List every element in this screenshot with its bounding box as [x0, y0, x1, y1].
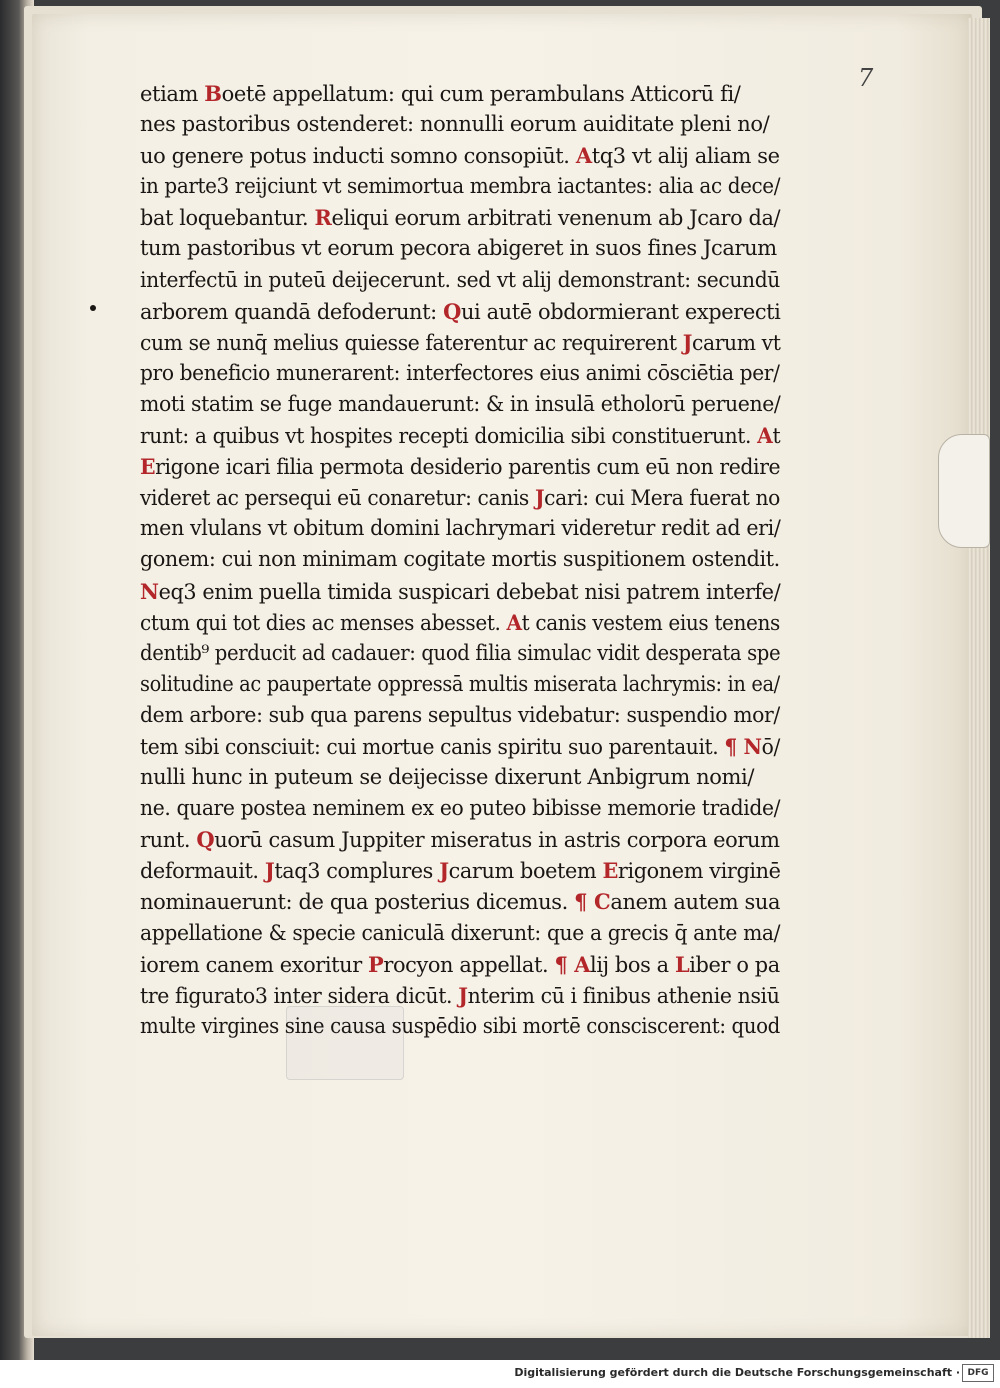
text-run: rigonem virginē: [617, 859, 781, 884]
text-run: tq3 vt alij aliam se: [591, 144, 780, 169]
text-run: men vlulans vt obitum domini lachrymari videretur redit ad eri/: [140, 516, 781, 541]
text-run: t: [772, 424, 781, 449]
rubric-initial: Q: [443, 298, 461, 324]
text-line: [140, 420, 781, 451]
rubric-initial: R: [314, 205, 332, 231]
text-run: nulli hunc in puteum se deijecisse dixerunt Anbigrum nomi/: [140, 765, 755, 790]
text-line: [140, 731, 780, 762]
text-run: uorū casum Juppiter miseratus in astris corpora eorum: [214, 828, 780, 853]
folio-number: 7: [858, 64, 874, 92]
text-run: nes pastoribus ostenderet: nonnulli eorum auiditate pleni no/: [140, 112, 770, 137]
text-line: [140, 202, 781, 233]
rubric-initial: L: [674, 951, 690, 977]
text-run: tum pastoribus vt eorum pecora abigeret in suos fines Jcarum: [140, 236, 777, 261]
rubric-initial: J: [264, 858, 275, 884]
text-run: eq3 enim puella timida suspicari debebat nisi patrem interfe/: [158, 579, 781, 604]
rubric-initial: J: [682, 329, 692, 355]
text-run: lij bos a: [590, 952, 675, 977]
text-line: [140, 78, 780, 109]
text-line: [140, 918, 781, 949]
text-run: nominauerunt: de qua posterius dicemus.: [140, 890, 575, 915]
text-run: carum boetem: [448, 859, 603, 884]
text-line: [140, 824, 779, 855]
text-line: [140, 669, 780, 700]
text-run: bat loquebantur.: [140, 206, 315, 231]
funding-credit: Digitalisierung gefördert durch die Deutsche Forschungsgemeinschaft ·: [514, 1366, 960, 1379]
text-run: ctum qui tot dies ac menses abesset.: [140, 610, 507, 635]
rubric-initial: E: [602, 858, 618, 884]
text-run: rigone icari filia permota desiderio parentis cum eū non redire: [155, 455, 781, 480]
rubric-initial: Q: [196, 827, 215, 853]
text-run: ui autē obdormierant experecti: [460, 299, 781, 324]
rubric-initial: E: [140, 454, 156, 480]
page-fore-edge: [968, 18, 990, 1338]
text-run: taq3 complures: [274, 859, 440, 884]
text-run: moti statim se fuge mandauerunt: & in insulā etholorū peruene/: [140, 391, 781, 416]
rubric-initial: A: [575, 143, 592, 169]
text-line: [140, 980, 780, 1011]
rubric-initial: A: [506, 609, 522, 635]
text-run: iorem canem exoritur: [140, 952, 369, 977]
text-line: [140, 544, 780, 575]
text-line: [140, 793, 781, 824]
text-run: arborem quandā defoderunt:: [140, 299, 444, 324]
rubric-initial: ¶ A: [554, 951, 591, 977]
text-line: [140, 358, 780, 389]
text-line: [140, 949, 780, 980]
text-run: etiam: [140, 82, 205, 106]
text-line: [140, 296, 781, 327]
text-line: [140, 1011, 780, 1042]
text-line: [140, 109, 780, 140]
text-run: nterim cū i finibus athenie nsiū: [467, 983, 780, 1008]
text-line: [140, 513, 781, 544]
text-run: pro beneficio munerarent: interfectores eius animi cōsciētia per/: [140, 360, 780, 385]
text-line: [140, 451, 781, 482]
page-clip-tab: [938, 434, 990, 548]
rubric-initial: J: [439, 858, 449, 884]
text-run: runt.: [140, 828, 197, 853]
rubric-initial: J: [534, 485, 545, 511]
text-run: in parte3 reijciunt vt semimortua membra iactantes: alia ac dece/: [140, 174, 781, 199]
text-run: iber o pa: [689, 952, 780, 977]
text-run: dentib⁹ perducit ad cadauer: quod filia simulac vidit desperata spe: [140, 640, 781, 665]
text-run: deformauit.: [140, 859, 265, 884]
text-line: [140, 171, 781, 202]
text-line: [140, 576, 781, 607]
text-line: [140, 327, 781, 358]
text-line: [140, 855, 781, 886]
text-run: videret ac persequi eū conaretur: canis: [140, 486, 535, 511]
text-run: uo genere potus inducti somno consopiūt.: [140, 144, 576, 169]
text-run: ne. quare postea neminem ex eo puteo bibisse memorie tradide/: [140, 796, 781, 821]
text-run: anem autem sua: [610, 890, 781, 915]
text-run: multe virgines sine causa suspēdio sibi mortē consciscerent: quod: [140, 1013, 780, 1038]
rubric-initial: ¶ N: [724, 733, 762, 759]
rubric-initial: J: [458, 982, 468, 1008]
text-line: [140, 140, 779, 171]
rubric-initial: A: [757, 423, 773, 449]
dfg-logo: DFG: [962, 1364, 994, 1382]
text-run: dem arbore: sub qua parens sepultus videbatur: suspendio mor/: [140, 702, 780, 727]
text-run: runt: a quibus vt hospites recepti domicilia sibi constituerunt.: [140, 424, 758, 449]
text-run: cari: cui Mera fuerat no: [544, 486, 780, 511]
text-line: [140, 482, 780, 513]
text-run: appellatione & specie caniculā dixerunt: que a grecis q̄ ante ma/: [140, 920, 781, 945]
rubric-initial: P: [368, 951, 384, 977]
text-run: t canis vestem eius tenens: [521, 610, 780, 635]
text-run: carum vt: [691, 330, 781, 355]
margin-mark: [90, 305, 96, 311]
text-line: [140, 265, 780, 296]
text-run: tem sibi consciuit: cui mortue canis spiritu suo parentauit.: [140, 734, 725, 759]
text-line: [140, 233, 780, 264]
text-run: rocyon appellat.: [383, 952, 555, 977]
rubric-initial: ¶ C: [574, 889, 611, 915]
text-run: interfectū in puteū deijecerunt. sed vt alij demonstrant: secundū: [140, 267, 780, 292]
text-run: eliqui eorum arbitrati venenum ab Jcaro da/: [331, 206, 781, 231]
text-line: [140, 638, 781, 669]
text-line: [140, 700, 780, 731]
text-line: [140, 762, 780, 793]
text-block: [140, 78, 780, 1042]
text-run: oetē appellatum: qui cum perambulans Atticorū fi/: [221, 82, 741, 106]
text-line: [140, 886, 780, 917]
text-run: tre figurato3 inter sidera dicūt.: [140, 983, 459, 1008]
rubric-initial: N: [140, 578, 159, 604]
text-run: gonem: cui non minimam cogitate mortis suspitionem ostendit.: [140, 547, 780, 572]
text-run: cum se nunq̄ melius quiesse faterentur ac requirerent: [140, 330, 683, 355]
rubric-initial: B: [204, 81, 222, 106]
text-line: [140, 389, 781, 420]
text-line: [140, 607, 780, 638]
text-run: ō/: [761, 734, 780, 759]
text-run: solitudine ac paupertate oppressā multis miserata lachrymis: in ea/: [140, 671, 780, 696]
